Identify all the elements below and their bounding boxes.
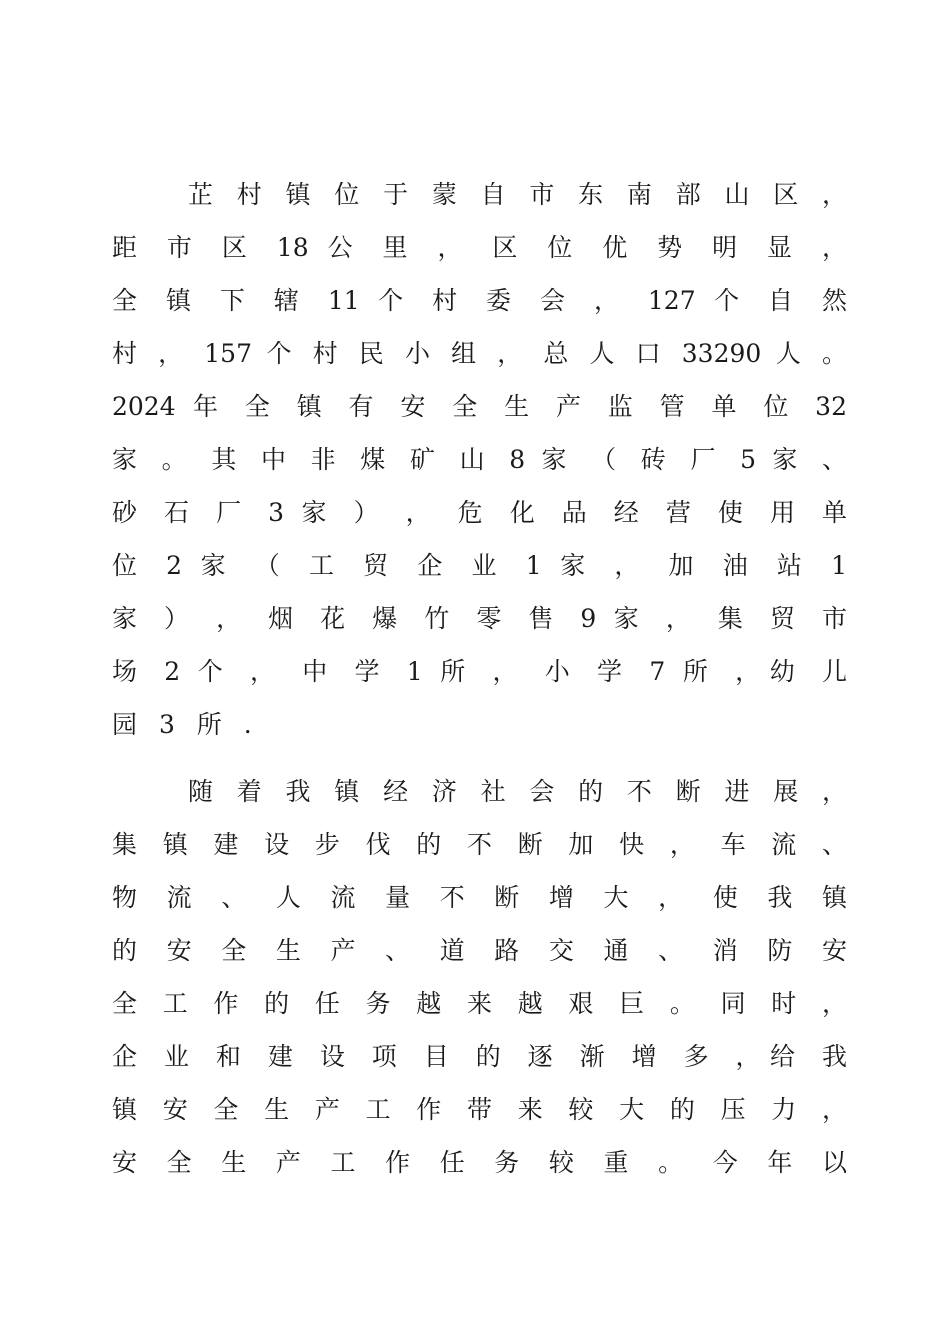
text-line: 的 安 全 生 产 、 道 路 交 通 、 消 防 安 (112, 936, 847, 965)
text-line: 家 ） ， 烟 花 爆 竹 零 售 9 家 ， 集 贸 市 (112, 604, 847, 633)
text-line: 镇 安 全 生 产 工 作 带 来 较 大 的 压 力 ， (112, 1095, 847, 1124)
text-line: 物 流 、 人 流 量 不 断 增 大 ， 使 我 镇 (112, 883, 847, 912)
text-line: 园 3 所 . (112, 710, 252, 739)
text-line: 集 镇 建 设 步 伐 的 不 断 加 快 ， 车 流 、 (112, 830, 847, 859)
text-line: 家 。 其 中 非 煤 矿 山 8 家 （ 砖 厂 5 家 、 (112, 445, 847, 474)
text-line: 场 2 个 ， 中 学 1 所 ， 小 学 7 所 ，幼 儿 (112, 657, 847, 686)
text-line: 随 着 我 镇 经 济 社 会 的 不 断 进 展 ， (188, 777, 847, 806)
text-line: 距 市 区 18 公 里 ， 区 位 优 势 明 显 ， (112, 233, 847, 262)
text-line: 全 工 作 的 任 务 越 来 越 艰 巨 。 同 时 ， (112, 989, 847, 1018)
text-line: 芷 村 镇 位 于 蒙 自 市 东 南 部 山 区 ， (188, 180, 847, 209)
text-line: 2024 年 全 镇 有 安 全 生 产 监 管 单 位 32 (112, 392, 847, 421)
text-line: 安 全 生 产 工 作 任 务 较 重 。 今 年 以 (112, 1148, 847, 1177)
text-line: 企 业 和 建 设 项 目 的 逐 渐 增 多 ，给 我 (112, 1042, 847, 1071)
text-line: 村 ， 157 个 村 民 小 组 ， 总 人 口 33290 人 。 (112, 339, 847, 368)
text-line: 位 2 家 （ 工 贸 企 业 1 家 ， 加 油 站 1 (112, 551, 847, 580)
text-line: 全 镇 下 辖 11 个 村 委 会 ， 127 个 自 然 (112, 286, 847, 315)
text-line: 砂 石 厂 3 家 ） ， 危 化 品 经 营 使 用 单 (112, 498, 847, 527)
